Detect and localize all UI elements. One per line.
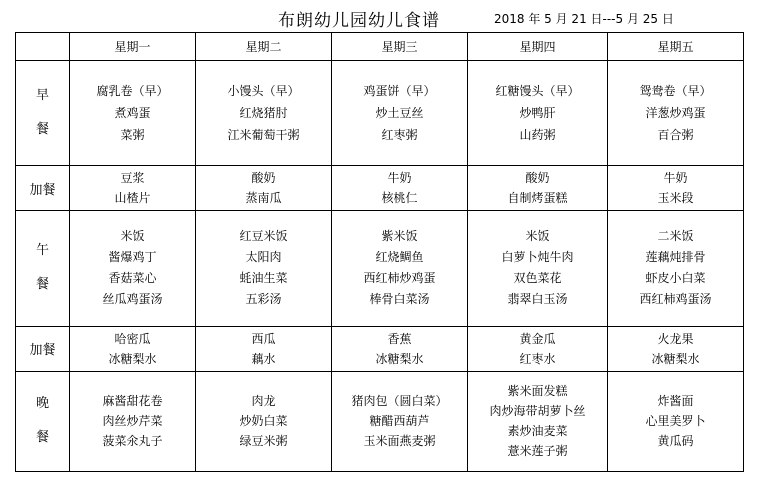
dish-item: 红枣水: [519, 351, 556, 366]
dish-item: 西瓜: [251, 331, 276, 346]
menu-cell: [196, 61, 332, 166]
dish-item: 哈密瓜: [114, 331, 151, 346]
dish-item: 心里美罗卜: [645, 414, 706, 429]
menu-cell: [70, 326, 196, 371]
dish-item: 冰糖梨水: [108, 351, 157, 366]
dish-item: 洋葱炒鸡蛋: [645, 106, 706, 121]
dish-item: 黄金瓜: [519, 331, 556, 346]
menu-cell: [196, 371, 332, 471]
dish-item: 红烧鲷鱼: [375, 250, 424, 265]
dish-item: 冰糖梨水: [651, 351, 700, 366]
dish-item: 棒骨白菜汤: [369, 292, 430, 307]
corner-cell: [16, 33, 70, 61]
dish-item: 红糖馒头（早）: [495, 84, 580, 99]
menu-cell: [196, 166, 332, 211]
dish-item: 西红柿鸡蛋汤: [639, 292, 712, 307]
meal-label: 午餐: [36, 243, 50, 293]
am-snack-row: [16, 166, 744, 211]
meal-label-cell: [16, 326, 70, 371]
menu-cell: [468, 371, 608, 471]
menu-title: 布朗幼儿园幼儿食谱: [278, 11, 440, 31]
dish-item: 翡翠白玉汤: [507, 292, 568, 307]
dish-item: 自制烤蛋糕: [507, 191, 568, 206]
day-header: 星期五: [608, 33, 744, 61]
meal-label: 加餐: [29, 182, 56, 198]
meal-label-cell: [16, 371, 70, 471]
dish-item: 煮鸡蛋: [114, 106, 151, 121]
dish-item: 江米葡萄干粥: [227, 128, 300, 143]
dish-item: 红枣粥: [381, 128, 418, 143]
dish-item: 鸳鸯卷（早）: [639, 84, 712, 99]
dish-item: 香菇菜心: [108, 271, 157, 286]
pm-snack-row: [16, 326, 744, 371]
meal-label: 加餐: [29, 343, 56, 359]
dish-item: 西红柿炒鸡蛋: [363, 271, 436, 286]
weekly-menu-table: [15, 32, 744, 472]
dish-item: 菜粥: [120, 128, 145, 143]
dish-item: 菠菜氽丸子: [102, 434, 163, 449]
menu-cell: [196, 326, 332, 371]
menu-cell: [468, 326, 608, 371]
menu-cell: [196, 211, 332, 326]
menu-cell: [468, 166, 608, 211]
day-header: 星期四: [468, 33, 608, 61]
dish-item: 蚝油生菜: [239, 271, 288, 286]
dish-item: 五彩汤: [245, 292, 282, 307]
meal-label-cell: [16, 211, 70, 326]
dish-item: 素炒油麦菜: [507, 424, 568, 439]
menu-cell: [608, 371, 744, 471]
dish-item: 麻酱甜花卷: [102, 394, 163, 409]
menu-cell: [70, 61, 196, 166]
dish-item: 蒸南瓜: [245, 191, 282, 206]
dish-item: 薏米莲子粥: [507, 444, 568, 459]
dish-item: 紫米面发糕: [507, 384, 568, 399]
dish-item: 玉米面燕麦粥: [363, 434, 436, 449]
menu-cell: [70, 211, 196, 326]
dinner-row: [16, 371, 744, 471]
dish-item: 太阳肉: [245, 250, 282, 265]
dish-item: 牛奶: [663, 171, 688, 186]
dish-item: 酸奶: [525, 171, 550, 186]
dish-item: 山药粥: [519, 128, 556, 143]
lunch-row: [16, 211, 744, 326]
dish-item: 紫米饭: [381, 229, 418, 244]
menu-cell: [608, 326, 744, 371]
dish-item: 米饭: [525, 229, 550, 244]
day-header: 星期一: [70, 33, 196, 61]
menu-cell: [468, 211, 608, 326]
menu-cell: [332, 326, 468, 371]
dish-item: 米饭: [120, 229, 145, 244]
menu-cell: [70, 166, 196, 211]
menu-cell: [332, 61, 468, 166]
dish-item: 红豆米饭: [239, 229, 288, 244]
dish-item: 丝瓜鸡蛋汤: [102, 292, 163, 307]
meal-label: 早餐: [36, 88, 50, 138]
dish-item: 炸酱面: [657, 394, 694, 409]
day-header: 星期二: [196, 33, 332, 61]
dish-item: 豆浆: [120, 171, 145, 186]
day-header: 星期三: [332, 33, 468, 61]
day-header-row: [16, 33, 744, 61]
dish-item: 虾皮小白菜: [645, 271, 706, 286]
meal-label: 晚餐: [36, 396, 50, 446]
meal-label-cell: [16, 61, 70, 166]
dish-item: 牛奶: [387, 171, 412, 186]
dish-item: 山楂片: [114, 191, 151, 206]
menu-cell: [608, 166, 744, 211]
dish-item: 红烧猪肘: [239, 106, 288, 121]
menu-cell: [468, 61, 608, 166]
dish-item: 鸡蛋饼（早）: [363, 84, 436, 99]
dish-item: 百合粥: [657, 128, 694, 143]
dish-item: 炒土豆丝: [375, 106, 424, 121]
dish-item: 二米饭: [657, 229, 694, 244]
dish-item: 火龙果: [657, 331, 694, 346]
menu-cell: [332, 211, 468, 326]
dish-item: 黄瓜码: [657, 434, 694, 449]
dish-item: 白萝卜炖牛肉: [501, 250, 574, 265]
menu-cell: [332, 371, 468, 471]
dish-item: 香蕉: [387, 331, 412, 346]
dish-item: 腐乳卷（早）: [96, 84, 169, 99]
dish-item: 核桃仁: [381, 191, 418, 206]
menu-cell: [608, 211, 744, 326]
menu-cell: [608, 61, 744, 166]
dish-item: 双色菜花: [513, 271, 562, 286]
menu-header: [0, 6, 760, 30]
menu-cell: [70, 371, 196, 471]
menu-cell: [332, 166, 468, 211]
dish-item: 猪肉包（圆白菜）: [351, 394, 448, 409]
dish-item: 莲藕炖排骨: [645, 250, 706, 265]
dish-item: 酸奶: [251, 171, 276, 186]
dish-item: 小馒头（早）: [227, 84, 300, 99]
meal-label-cell: [16, 166, 70, 211]
dish-item: 肉炒海带胡萝卜丝: [489, 404, 586, 419]
dish-item: 糖醋西葫芦: [369, 414, 430, 429]
dish-item: 绿豆米粥: [239, 434, 288, 449]
dish-item: 酱爆鸡丁: [108, 250, 157, 265]
dish-item: 炒鸭肝: [519, 106, 556, 121]
date-range: 2018 年 5 月 21 日---5 月 25 日: [494, 12, 674, 26]
dish-item: 藕水: [251, 351, 276, 366]
dish-item: 肉丝炒芹菜: [102, 414, 163, 429]
breakfast-row: [16, 61, 744, 166]
dish-item: 玉米段: [657, 191, 694, 206]
dish-item: 冰糖梨水: [375, 351, 424, 366]
dish-item: 炒奶白菜: [239, 414, 288, 429]
dish-item: 肉龙: [251, 394, 276, 409]
